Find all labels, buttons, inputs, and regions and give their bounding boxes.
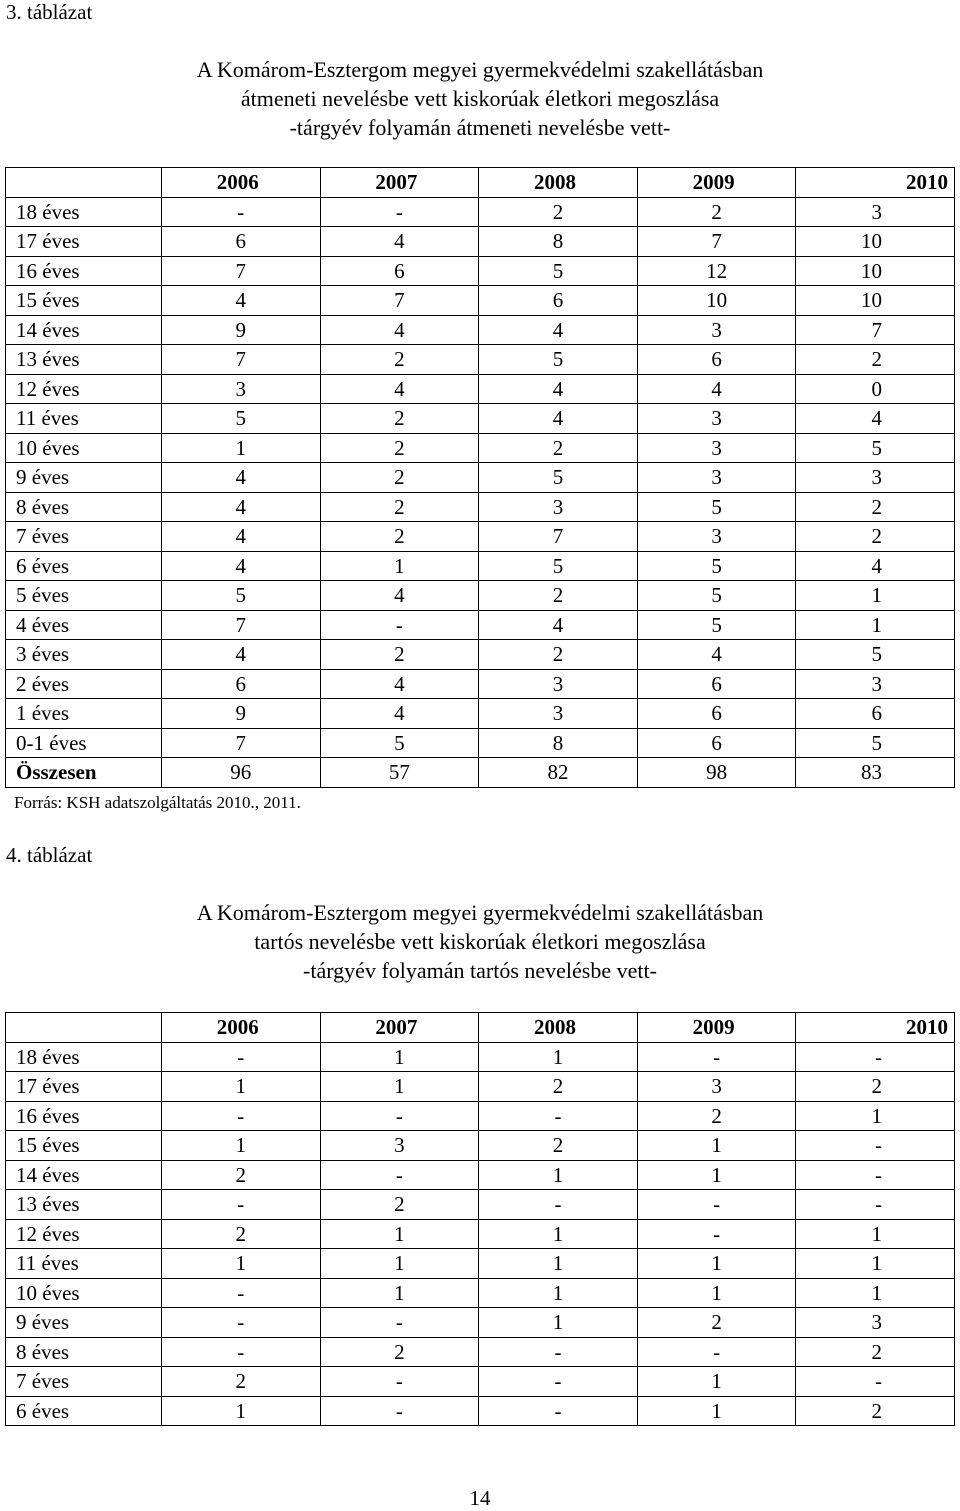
value-cell: 2: [320, 345, 479, 375]
value-cell: 3: [796, 1308, 955, 1338]
value-cell: 3: [637, 315, 796, 345]
row-label: 12 éves: [6, 374, 162, 404]
year-header: 2006: [162, 1013, 321, 1043]
value-cell: 2: [479, 581, 638, 611]
row-label: 16 éves: [6, 1101, 162, 1131]
value-cell: 3: [479, 492, 638, 522]
source-note: Forrás: KSH adatszolgáltatás 2010., 2011.: [14, 793, 301, 812]
table-row: [6, 1249, 955, 1279]
value-cell: -: [479, 1101, 638, 1131]
value-cell: 4: [320, 315, 479, 345]
value-cell: 6: [162, 227, 321, 257]
row-label: 0-1 éves: [6, 728, 162, 758]
table-row: [6, 1219, 955, 1249]
table-row: [6, 1396, 955, 1426]
header-row: [6, 1013, 955, 1043]
value-cell: 6: [637, 669, 796, 699]
value-cell: 2: [162, 1367, 321, 1397]
table4-title: [0, 898, 960, 985]
row-label: 14 éves: [6, 1160, 162, 1190]
table-row: [6, 669, 955, 699]
value-cell: 2: [479, 197, 638, 227]
value-cell: -: [796, 1190, 955, 1220]
table-row: [6, 522, 955, 552]
value-cell: 1: [162, 433, 321, 463]
value-cell: 2: [162, 1160, 321, 1190]
value-cell: 6: [637, 345, 796, 375]
value-cell: 6: [637, 699, 796, 729]
value-cell: -: [796, 1131, 955, 1161]
table3-title-line: átmeneti nevelésbe vett kiskorúak életkori megoszlása: [240, 86, 720, 111]
value-cell: 2: [796, 1396, 955, 1426]
year-header: 2009: [637, 1013, 796, 1043]
value-cell: 98: [637, 758, 796, 788]
value-cell: 5: [796, 433, 955, 463]
value-cell: 4: [162, 286, 321, 316]
value-cell: 83: [796, 758, 955, 788]
value-cell: 1: [796, 581, 955, 611]
year-header: 2007: [320, 1013, 479, 1043]
value-cell: 4: [162, 492, 321, 522]
value-cell: -: [162, 1337, 321, 1367]
value-cell: 5: [479, 463, 638, 493]
value-cell: 6: [637, 728, 796, 758]
table-row: [6, 227, 955, 257]
table-row: [6, 286, 955, 316]
row-label: 8 éves: [6, 492, 162, 522]
row-label: 11 éves: [6, 404, 162, 434]
value-cell: -: [320, 197, 479, 227]
value-cell: 1: [320, 1072, 479, 1102]
value-cell: 9: [162, 699, 321, 729]
value-cell: -: [320, 1308, 479, 1338]
value-cell: 7: [637, 227, 796, 257]
value-cell: 4: [162, 640, 321, 670]
value-cell: 4: [479, 404, 638, 434]
value-cell: 2: [320, 463, 479, 493]
value-cell: 3: [479, 699, 638, 729]
value-cell: 1: [479, 1249, 638, 1279]
value-cell: 2: [320, 1337, 479, 1367]
value-cell: 4: [796, 551, 955, 581]
value-cell: 6: [479, 286, 638, 316]
value-cell: 4: [162, 551, 321, 581]
row-label: 13 éves: [6, 345, 162, 375]
value-cell: 6: [796, 699, 955, 729]
table-row: [6, 1042, 955, 1072]
value-cell: 2: [162, 1219, 321, 1249]
value-cell: 2: [637, 197, 796, 227]
value-cell: 1: [637, 1367, 796, 1397]
row-label: 1 éves: [6, 699, 162, 729]
table-row: [6, 728, 955, 758]
value-cell: 1: [796, 610, 955, 640]
value-cell: 57: [320, 758, 479, 788]
value-cell: 2: [479, 1131, 638, 1161]
row-label: 7 éves: [6, 522, 162, 552]
value-cell: 7: [162, 345, 321, 375]
value-cell: 1: [320, 1278, 479, 1308]
year-header: 2009: [637, 168, 796, 198]
value-cell: 1: [479, 1219, 638, 1249]
row-label: 14 éves: [6, 315, 162, 345]
year-header: 2006: [162, 168, 321, 198]
row-label: 12 éves: [6, 1219, 162, 1249]
table3-label: 3. táblázat: [6, 0, 93, 24]
table-row: [6, 492, 955, 522]
value-cell: 3: [796, 197, 955, 227]
value-cell: 1: [637, 1278, 796, 1308]
value-cell: 1: [796, 1101, 955, 1131]
year-header: 2010: [796, 1013, 955, 1043]
value-cell: 4: [479, 315, 638, 345]
value-cell: 5: [637, 610, 796, 640]
table-row: [6, 197, 955, 227]
value-cell: 4: [320, 699, 479, 729]
row-label: 6 éves: [6, 1396, 162, 1426]
row-label: 10 éves: [6, 1278, 162, 1308]
table4-label: 4. táblázat: [6, 843, 93, 867]
value-cell: 2: [320, 522, 479, 552]
table4-title-line: tartós nevelésbe vett kiskorúak életkori megoszlása: [254, 929, 706, 954]
value-cell: 5: [637, 551, 796, 581]
table-row: [6, 1308, 955, 1338]
value-cell: 1: [162, 1072, 321, 1102]
row-label: 7 éves: [6, 1367, 162, 1397]
value-cell: 1: [637, 1249, 796, 1279]
table-row: [6, 1101, 955, 1131]
value-cell: -: [320, 1160, 479, 1190]
value-cell: 1: [479, 1042, 638, 1072]
table-row: [6, 551, 955, 581]
table-row: [6, 1337, 955, 1367]
value-cell: 2: [796, 522, 955, 552]
row-label: 17 éves: [6, 227, 162, 257]
value-cell: 2: [796, 1337, 955, 1367]
value-cell: 5: [479, 551, 638, 581]
table-row: [6, 610, 955, 640]
value-cell: -: [479, 1337, 638, 1367]
page-number: 14: [469, 1486, 491, 1510]
value-cell: 4: [637, 640, 796, 670]
value-cell: -: [162, 1278, 321, 1308]
value-cell: 3: [162, 374, 321, 404]
table-row: [6, 640, 955, 670]
value-cell: -: [320, 1101, 479, 1131]
table4-title-line: A Komárom-Esztergom megyei gyermekvédelmi szakellátásban: [196, 900, 764, 925]
row-label: 4 éves: [6, 610, 162, 640]
value-cell: 8: [479, 227, 638, 257]
value-cell: 1: [479, 1160, 638, 1190]
value-cell: 2: [479, 433, 638, 463]
value-cell: 7: [479, 522, 638, 552]
value-cell: 1: [637, 1396, 796, 1426]
value-cell: 1: [320, 1042, 479, 1072]
row-label: 8 éves: [6, 1337, 162, 1367]
row-label: Összesen: [6, 758, 162, 788]
value-cell: 5: [796, 640, 955, 670]
value-cell: 2: [479, 1072, 638, 1102]
table-row: [6, 1367, 955, 1397]
value-cell: 82: [479, 758, 638, 788]
table-row: [6, 1278, 955, 1308]
header-row: [6, 168, 955, 198]
value-cell: 3: [796, 669, 955, 699]
row-label: 9 éves: [6, 463, 162, 493]
value-cell: -: [320, 1367, 479, 1397]
value-cell: -: [637, 1042, 796, 1072]
table3-title-line: -tárgyév folyamán átmeneti nevelésbe vett-: [289, 115, 671, 140]
value-cell: 10: [796, 286, 955, 316]
value-cell: -: [162, 1190, 321, 1220]
value-cell: 2: [796, 492, 955, 522]
value-cell: 5: [162, 404, 321, 434]
value-cell: 4: [479, 610, 638, 640]
table-row: [6, 256, 955, 286]
value-cell: 4: [637, 374, 796, 404]
value-cell: 2: [320, 640, 479, 670]
value-cell: 1: [796, 1249, 955, 1279]
value-cell: -: [162, 197, 321, 227]
row-label: 13 éves: [6, 1190, 162, 1220]
table-row: [6, 581, 955, 611]
value-cell: -: [479, 1367, 638, 1397]
table-row: [6, 433, 955, 463]
value-cell: 5: [479, 345, 638, 375]
row-label: 5 éves: [6, 581, 162, 611]
value-cell: 1: [162, 1131, 321, 1161]
row-label: 11 éves: [6, 1249, 162, 1279]
value-cell: 1: [320, 1219, 479, 1249]
table-row: [6, 315, 955, 345]
table-row: [6, 1072, 955, 1102]
year-header: 2010: [796, 168, 955, 198]
value-cell: 1: [479, 1308, 638, 1338]
value-cell: -: [320, 1396, 479, 1426]
table-row: [6, 345, 955, 375]
value-cell: 1: [162, 1396, 321, 1426]
table-row: [6, 1160, 955, 1190]
value-cell: 5: [479, 256, 638, 286]
value-cell: 2: [320, 404, 479, 434]
value-cell: 6: [162, 669, 321, 699]
value-cell: 1: [637, 1131, 796, 1161]
value-cell: 9: [162, 315, 321, 345]
value-cell: -: [796, 1042, 955, 1072]
value-cell: 1: [796, 1278, 955, 1308]
header-corner-cell: [6, 1013, 162, 1043]
year-header: 2008: [479, 168, 638, 198]
value-cell: 1: [479, 1278, 638, 1308]
value-cell: 2: [320, 1190, 479, 1220]
value-cell: 4: [162, 463, 321, 493]
value-cell: 96: [162, 758, 321, 788]
value-cell: 7: [162, 256, 321, 286]
value-cell: 1: [796, 1219, 955, 1249]
value-cell: 4: [320, 581, 479, 611]
value-cell: 4: [320, 374, 479, 404]
value-cell: 7: [320, 286, 479, 316]
value-cell: 2: [320, 492, 479, 522]
value-cell: 5: [162, 581, 321, 611]
value-cell: -: [162, 1101, 321, 1131]
value-cell: 10: [637, 286, 796, 316]
value-cell: 4: [320, 227, 479, 257]
year-header: 2007: [320, 168, 479, 198]
value-cell: 5: [637, 581, 796, 611]
row-label: 2 éves: [6, 669, 162, 699]
value-cell: 7: [162, 728, 321, 758]
table-row: [6, 374, 955, 404]
value-cell: 1: [320, 551, 479, 581]
value-cell: 10: [796, 227, 955, 257]
table-row: [6, 404, 955, 434]
table4-title-line: -tárgyév folyamán tartós nevelésbe vett-: [303, 958, 657, 983]
value-cell: 4: [320, 669, 479, 699]
value-cell: 7: [162, 610, 321, 640]
value-cell: -: [479, 1396, 638, 1426]
table4: [5, 1012, 955, 1426]
table3-title: [0, 55, 960, 142]
value-cell: 3: [320, 1131, 479, 1161]
row-label: 6 éves: [6, 551, 162, 581]
value-cell: 5: [320, 728, 479, 758]
row-label: 3 éves: [6, 640, 162, 670]
value-cell: 7: [796, 315, 955, 345]
value-cell: 3: [637, 1072, 796, 1102]
value-cell: 2: [479, 640, 638, 670]
table-row: [6, 1190, 955, 1220]
value-cell: 3: [479, 669, 638, 699]
value-cell: -: [637, 1337, 796, 1367]
value-cell: 10: [796, 256, 955, 286]
value-cell: 6: [320, 256, 479, 286]
total-row: [6, 758, 955, 788]
value-cell: 2: [796, 345, 955, 375]
value-cell: -: [637, 1219, 796, 1249]
row-label: 10 éves: [6, 433, 162, 463]
table-row: [6, 699, 955, 729]
value-cell: -: [796, 1367, 955, 1397]
value-cell: 3: [796, 463, 955, 493]
value-cell: 2: [796, 1072, 955, 1102]
value-cell: 4: [479, 374, 638, 404]
row-label: 18 éves: [6, 197, 162, 227]
value-cell: 5: [637, 492, 796, 522]
value-cell: 4: [796, 404, 955, 434]
value-cell: 1: [637, 1160, 796, 1190]
value-cell: 1: [162, 1249, 321, 1279]
value-cell: 0: [796, 374, 955, 404]
value-cell: 1: [320, 1249, 479, 1279]
value-cell: 3: [637, 463, 796, 493]
value-cell: 2: [320, 433, 479, 463]
row-label: 15 éves: [6, 1131, 162, 1161]
row-label: 17 éves: [6, 1072, 162, 1102]
value-cell: 4: [162, 522, 321, 552]
value-cell: 8: [479, 728, 638, 758]
value-cell: 3: [637, 404, 796, 434]
value-cell: -: [162, 1308, 321, 1338]
value-cell: 2: [637, 1308, 796, 1338]
header-corner-cell: [6, 168, 162, 198]
value-cell: 12: [637, 256, 796, 286]
table3: [5, 167, 955, 788]
row-label: 16 éves: [6, 256, 162, 286]
value-cell: -: [162, 1042, 321, 1072]
row-label: 18 éves: [6, 1042, 162, 1072]
value-cell: -: [637, 1190, 796, 1220]
row-label: 9 éves: [6, 1308, 162, 1338]
value-cell: 3: [637, 522, 796, 552]
table3-title-line: A Komárom-Esztergom megyei gyermekvédelmi szakellátásban: [196, 57, 764, 82]
value-cell: -: [479, 1190, 638, 1220]
value-cell: 3: [637, 433, 796, 463]
year-header: 2008: [479, 1013, 638, 1043]
row-label: 15 éves: [6, 286, 162, 316]
value-cell: 5: [796, 728, 955, 758]
value-cell: -: [796, 1160, 955, 1190]
table-row: [6, 1131, 955, 1161]
table-row: [6, 463, 955, 493]
value-cell: 2: [637, 1101, 796, 1131]
value-cell: -: [320, 610, 479, 640]
